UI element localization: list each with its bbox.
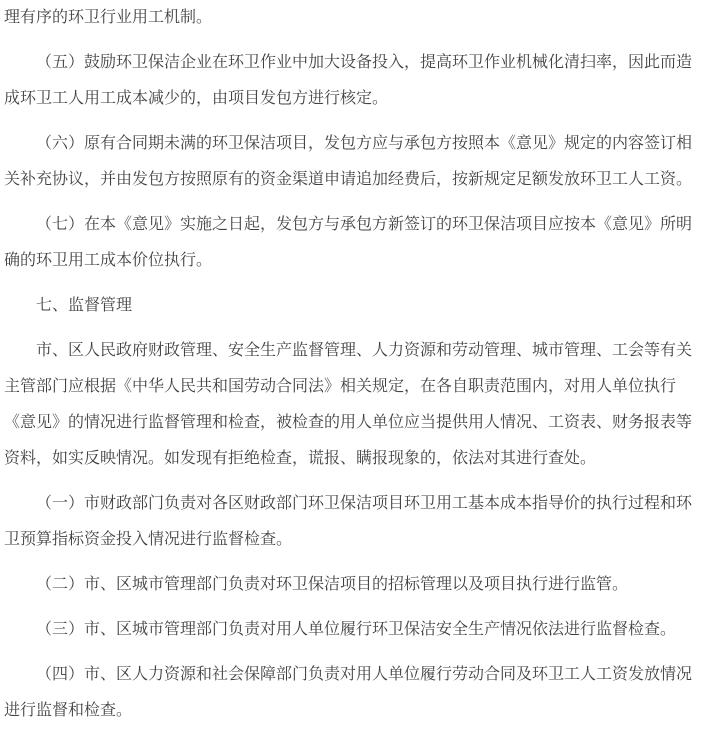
section-heading-supervision: 七、监督管理 [36,297,133,314]
paragraph-supervision-intro: 市、区人民政府财政管理、安全生产监督管理、人力资源和劳动管理、城市管理、工会等有关主管部门应根据《中华人民共和国劳动合同法》相关规定，在各自职责范围内，对用人单位执行《意见》的情况进行监督管理和检查，被检查的用人单位应当提供用人情况、工资表、财务报表等资料，如实反映情况。如发现有拒绝检查，谎报、瞒报现象的，依法对其进行查处。 [4,342,693,467]
paragraph-item-3: （三）市、区城市管理部门负责对用人单位履行环卫保洁安全生产情况依法进行监督检查。 [36,621,677,638]
paragraph-item-5: （五）鼓励环卫保洁企业在环卫作业中加大设备投入，提高环卫作业机械化清扫率，因此而造成环卫工人用工成本减少的，由项目发包方进行核定。 [4,54,693,107]
paragraph-item-7: （七）在本《意见》实施之日起，发包方与承包方新签订的环卫保洁项目应按本《意见》所明确的环卫用工成本价位执行。 [4,216,693,269]
paragraph-continuation: 理有序的环卫行业用工机制。 [4,9,213,26]
paragraph-item-6: （六）原有合同期未满的环卫保洁项目，发包方应与承包方按照本《意见》规定的内容签订相关补充协议，并由发包方按照原有的资金渠道申请追加经费后，按新规定足额发放环卫工人工资。 [4,135,693,188]
paragraph-item-4: （四）市、区人力资源和社会保障部门负责对用人单位履行劳动合同及环卫工人工资发放情况进行监督和检查。 [4,666,693,719]
paragraph-item-2: （二）市、区城市管理部门负责对环卫保洁项目的招标管理以及项目执行进行监管。 [36,576,629,593]
paragraph-item-1: （一）市财政部门负责对各区财政部门环卫保洁项目环卫用工基本成本指导价的执行过程和环卫预算指标资金投入情况进行监督检查。 [4,495,693,548]
